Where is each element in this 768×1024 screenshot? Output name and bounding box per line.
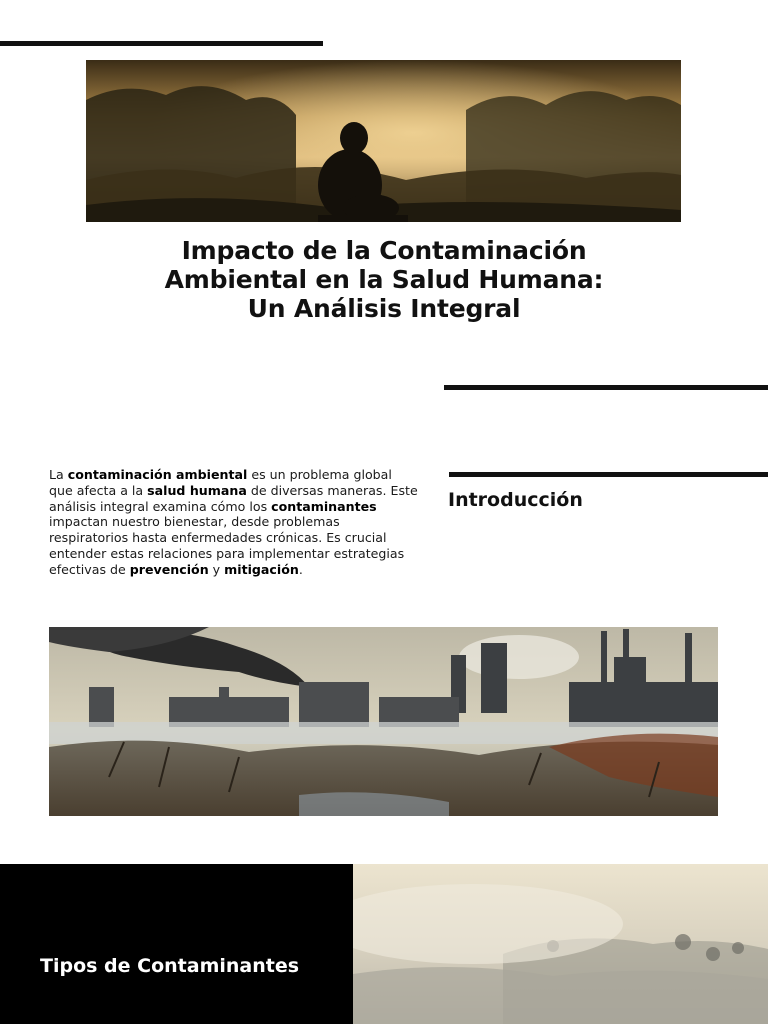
intro-paragraph	[49, 467, 419, 578]
middle-divider-rule	[444, 385, 768, 390]
hero-image-gorilla-in-smoky-jungle	[86, 60, 681, 222]
intro-bold-term: contaminantes	[271, 498, 377, 514]
intro-divider-rule	[449, 472, 768, 477]
smog-landscape-image	[353, 864, 768, 1024]
intro-bold-term: contaminación ambiental	[67, 467, 248, 482]
intro-text-segment: es un problema global que afecta a la	[49, 467, 392, 498]
intro-text-segment: impactan nuestro bienestar, desde problemas respiratorios hasta enfermedades crónicas. Es crucial entender estas relaciones para implementar estrategias efectivas de	[49, 514, 405, 577]
intro-bold-term: mitigación	[224, 561, 299, 577]
intro-text-segment: y	[208, 561, 225, 577]
intro-text-segment: de diversas maneras. Este análisis integral examina cómo los	[49, 482, 418, 514]
intro-bold-term: prevención	[129, 561, 209, 577]
page-title: Impacto de la Contaminación Ambiental en la Salud Humana: Un Análisis Integral	[164, 236, 604, 323]
intro-text-segment: La	[49, 467, 68, 482]
types-heading: Tipos de Contaminantes	[40, 955, 300, 977]
intro-text-segment: .	[298, 561, 303, 577]
intro-bold-term: salud humana	[147, 482, 247, 498]
industrial-pollution-image	[49, 627, 718, 816]
top-divider-rule	[0, 41, 323, 46]
intro-heading: Introducción	[448, 489, 583, 511]
types-section-panel	[0, 864, 353, 1024]
